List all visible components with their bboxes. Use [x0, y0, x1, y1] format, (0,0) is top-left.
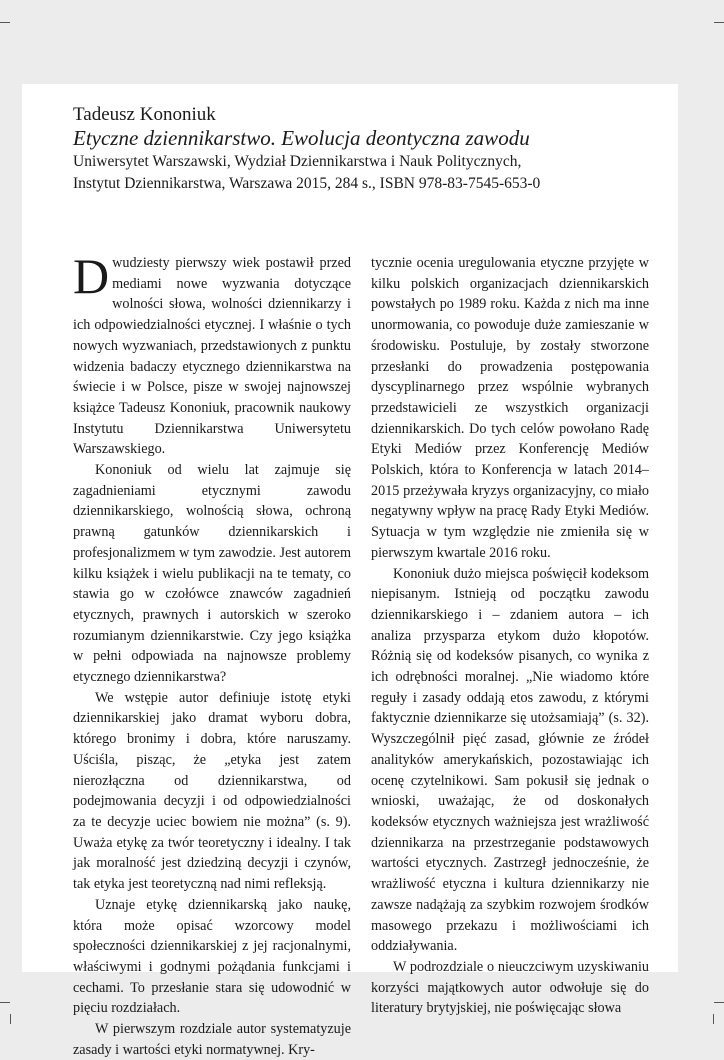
- publication-info-line2: Instytut Dziennikarstwa, Warszawa 2015, 284 s., ISBN 978-83-7545-653-0: [73, 175, 541, 192]
- paragraph: We wstępie autor definiuje istotę etyki dziennikarskiej jako dramat wyboru dobra, którego bronimy i dobra, które naruszamy. Uściśla, pisząc, że „etyka jest zatem nierozłączna od dziennikarstwa, od podejmowania decyzji i od odpowiedzialności za te decyzje uciec bowiem nie można” (s. 9). Uważa etykę za twór teoretyczny i idealny. I tak jak moralność jest dziedziną decyzji i czynów, tak etyka jest teoretyczną nad nimi refleksją.: [73, 689, 351, 893]
- crop-mark: [10, 1014, 11, 1024]
- crop-mark: [714, 1002, 724, 1003]
- drop-cap: D: [73, 248, 110, 304]
- crop-mark: [713, 1014, 714, 1024]
- paragraph: [73, 248, 351, 460]
- paragraph: Uznaje etykę dziennikarską jako naukę, która może opisać wzorcowy model społeczności dziennikarskiej z jej racjonalnymi, właściwymi i godnymi pożądania funkcjami i cechami. To przesłanie stara się udowodnić w pięciu rozdziałach.: [73, 896, 351, 1017]
- text-column-right: [371, 253, 649, 1019]
- book-title: Etyczne dziennikarstwo. Ewolucja deontyczna zawodu: [73, 126, 530, 150]
- paragraph: Kononiuk od wielu lat zajmuje się zagadnieniami etycznymi zawodu dziennikarskiego, wolnością słowa, ochroną prawną gatunków dziennikarskich i profesjonalizmem w tym zawodzie. Jest autorem kilku książek i wielu publikacji na te tematy, co stawia go w czołówce znawców zagadnień etycznych, prawnych i autorskich w szeroko rozumianym dziennikarstwie. Czy jego książka w pełni odpowiada na najnowsze problemy etycznego dziennikarstwa?: [73, 462, 351, 686]
- paragraph: W podrozdziale o nieuczciwym uzyskiwaniu korzyści majątkowych autor odwołuje się do literatury brytyjskiej, nie poświęcając słowa: [371, 958, 649, 1017]
- crop-mark: [0, 1002, 10, 1003]
- paragraph: Kononiuk dużo miejsca poświęcił kodeksom niepisanym. Istnieją od początku zawodu dziennikarskiego i – zdaniem autora – ich analiza przysparza etykom dużo kłopotów. Różnią się od kodeksów pisanych, co wynika z ich odrębności moralnej. „Nie wiadomo które reguły i zasady oddają etos zawodu, z którymi faktycznie dziennikarze się utożsamiają” (s. 32). Wyszczególnił pięć zasad, głównie ze źródeł analityków amerykańskich, pozostawiając ich ocenę czytelnikowi. Sam pokusił się jednak o wnioski, uważając, że od doskonałych kodeksów etycznych ważniejsza jest wrażliwość dziennikarza na przestrzeganie podstawowych wartości etycznych. Zastrzegł jednocześnie, że wrażliwość etyczna i kultura dziennikarzy nie zawsze nadążają za szybkim rozwojem środków masowego przekazu i możliwościami ich oddziaływania.: [371, 565, 649, 955]
- paragraph: W pierwszym rozdziale autor systematyzuje zasady i wartości etyki normatywnej. Kry-: [73, 1021, 351, 1058]
- paragraph-text: wudziesty pierwszy wiek postawił przed mediami nowe wyzwania dotyczące wolności słowa, wolności dziennikarzy i ich odpowiedzialności etycznej. I właśnie o tych nowych wyzwaniach, przedstawionych z punktu widzenia badaczy etycznego dziennikarstwa na świecie i w Polsce, pisze w swojej najnowszej książce Tadeusz Kononiuk, pracownik naukowy Instytutu Dziennikarstwa Uniwersytetu Warszawskiego.: [73, 255, 351, 458]
- crop-mark: [714, 22, 724, 23]
- review-header: [73, 103, 673, 195]
- publication-info-line1: Uniwersytet Warszawski, Wydział Dziennikarstwa i Nauk Politycznych,: [73, 153, 522, 170]
- book-author: Tadeusz Kononiuk: [73, 104, 216, 125]
- paragraph: tycznie ocenia uregulowania etyczne przyjęte w kilku polskich organizacjach dziennikarskich powstałych po 1989 roku. Każda z nich ma inne unormowania, co powoduje duże zamieszanie w środowisku. Postuluje, by zostały stworzone przesłanki do prowadzenia postępowania dyscyplinarnego przez wspólnie wybranych przedstawicieli ze wszystkich organizacji dziennikarskich. Do tych celów powołano Radę Etyki Mediów przez Konferencję Mediów Polskich, która to Konferencja w latach 2014–2015 przeżywała kryzys organizacyjny, co miało negatywny wpływ na pracę Rady Etyki Mediów. Sytuacja w tym względzie nie zmieniła się w pierwszym kwartale 2016 roku.: [371, 255, 649, 561]
- text-column-left: [73, 248, 351, 1060]
- crop-mark: [0, 22, 10, 23]
